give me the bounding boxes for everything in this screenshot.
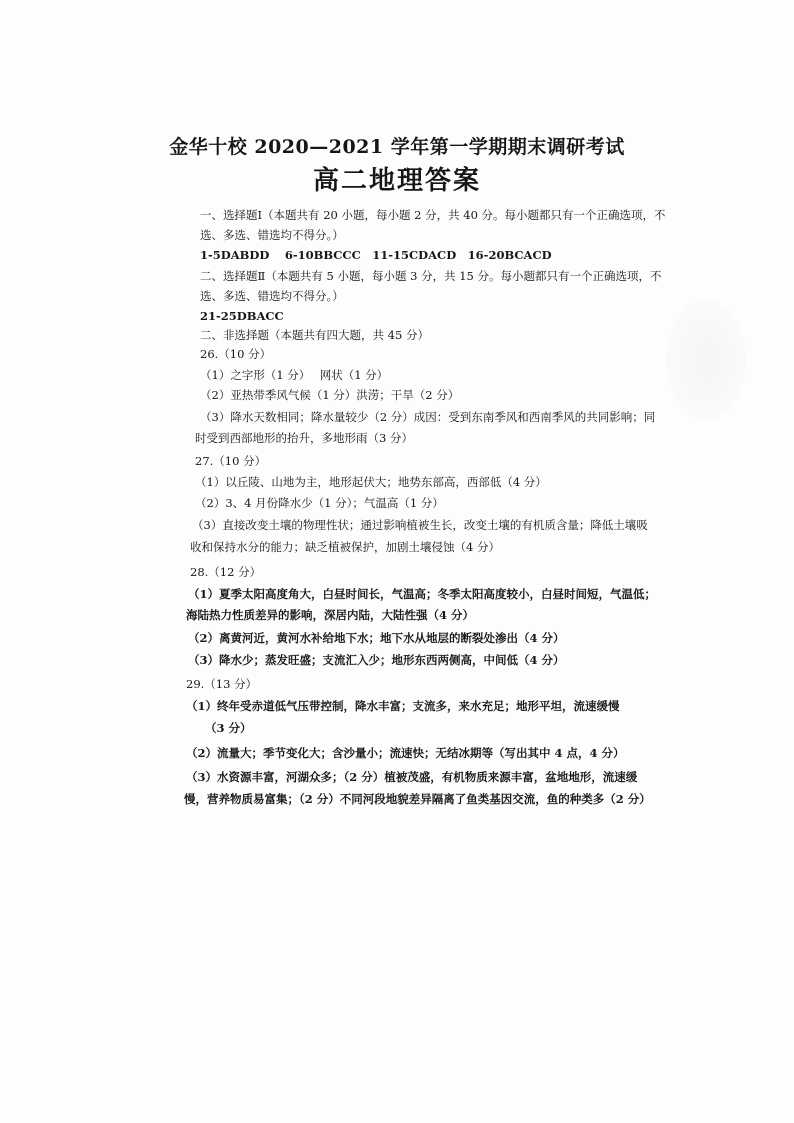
answers-1-20: 1-5DABDD 6-10BBCCC 11-15CDACD 16-20BCACD [200, 248, 552, 262]
q26-answer-3: （3）降水天数相同；降水量较少（2 分）成因：受到东南季风和西南季风的共同影响；同 [200, 410, 656, 424]
section-1-heading: 一、选择题Ⅰ（本题共有 20 小题，每小题 2 分，共 40 分。每小题都只有一个正确选项，不 [200, 208, 666, 222]
section-2-heading-cont: 选、多选、错选均不得分。） [200, 289, 344, 303]
q28-answer-1: （1）夏季太阳高度角大，白昼时间长，气温高；冬季太阳高度较小，白昼时间短，气温低； [188, 587, 656, 601]
q26-heading: 26.（10 分） [200, 347, 272, 361]
section-1-heading-cont: 选、多选、错选均不得分。） [200, 228, 344, 242]
q27-answer-2: （2）3、4 月份降水少（1 分）；气温高（1 分） [195, 496, 444, 510]
q26-answer-2: （2）亚热带季风气候（1 分）洪涝；干旱（2 分） [200, 388, 460, 402]
q27-answer-3-cont: 收和保持水分的能力；缺乏植被保护，加剧土壤侵蚀（4 分） [190, 540, 500, 554]
q27-heading: 27.（10 分） [195, 454, 267, 468]
q29-answer-1: （1）终年受赤道低气压带控制，降水丰富；支流多，来水充足；地形平坦，流速缓慢 [186, 699, 620, 713]
q28-heading: 28.（12 分） [190, 565, 262, 579]
section-2-heading: 二、选择题Ⅱ（本题共有 5 小题，每小题 3 分，共 15 分。每小题都只有一个正确选项，不 [200, 269, 662, 283]
q27-answer-3: （3）直接改变土壤的物理性状；通过影响植被生长，改变土壤的有机质含量；降低土壤吸 [192, 518, 648, 532]
q26-answer-3-cont: 时受到西部地形的抬升，多地形雨（3 分） [195, 431, 413, 445]
section-3-heading: 二、非选择题（本题共有四大题，共 45 分） [200, 328, 429, 342]
q27-answer-1: （1）以丘陵、山地为主，地形起伏大；地势东部高，西部低（4 分） [195, 475, 547, 489]
q28-answer-2: （2）离黄河近，黄河水补给地下水；地下水从地层的断裂处渗出（4 分） [188, 631, 565, 645]
q29-heading: 29.（13 分） [186, 677, 258, 691]
q29-answer-1-cont: （3 分） [205, 721, 252, 735]
exam-title: 金华十校 2020—2021 学年第一学期期末调研考试 [169, 136, 625, 158]
q28-answer-3: （3）降水少；蒸发旺盛；支流汇入少；地形东西两侧高，中间低（4 分） [188, 653, 565, 667]
answer-title: 高二地理答案 [312, 166, 481, 196]
q28-answer-1-cont: 海陆热力性质差异的影响，深居内陆，大陆性强（4 分） [186, 608, 475, 622]
q29-answer-2: （2）流量大；季节变化大；含沙量小；流速快；无结冰期等（写出其中 4 点，4 分） [186, 746, 625, 760]
q26-answer-1: （1）之字形（1 分） 网状（1 分） [200, 368, 389, 382]
answers-21-25: 21-25DBACC [200, 309, 284, 323]
q29-answer-3: （3）水资源丰富，河湖众多；（2 分）植被茂盛，有机物质来源丰富，盆地地形，流速缓 [186, 770, 638, 784]
scan-smudge [666, 300, 746, 420]
q29-answer-3-cont: 慢，营养物质易富集；（2 分）不同河段地貌差异隔离了鱼类基因交流，鱼的种类多（2 分） [184, 792, 651, 806]
